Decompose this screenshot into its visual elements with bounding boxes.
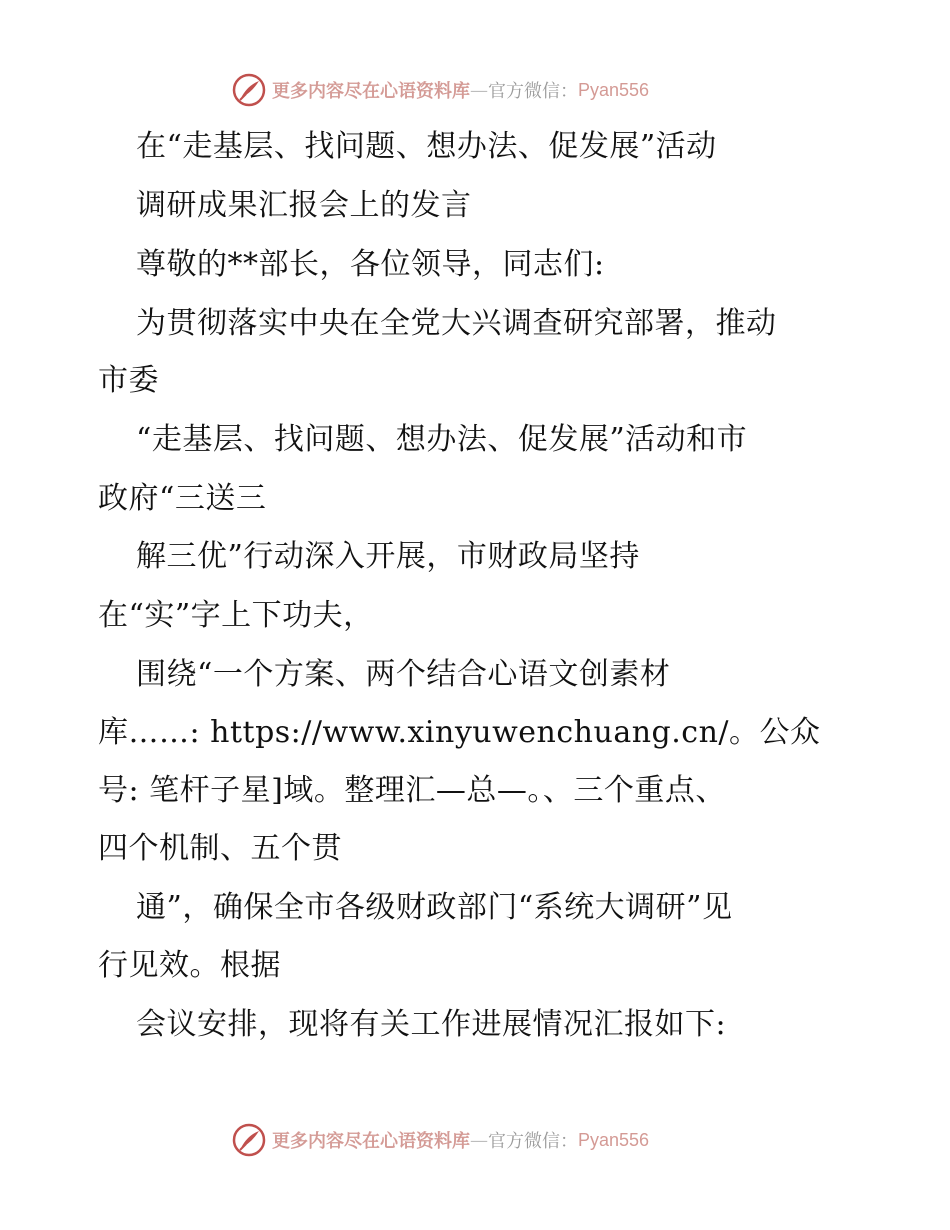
watermark-wechat-id: Pyan556 [578, 79, 650, 100]
body-line: 号: 笔杆子星]域。整理汇—总—。、三个重点、 [98, 773, 726, 808]
watermark-banner-top [232, 72, 712, 108]
body-line: 会议安排，现将有关工作进展情况汇报如下: [136, 1007, 727, 1042]
watermark-main-text: 更多内容尽在心语资料库 [272, 81, 470, 102]
watermark-sub-text: 官方微信： [488, 1131, 578, 1152]
watermark-main-text: 更多内容尽在心语资料库 [272, 1131, 470, 1152]
body-line: 解三优”行动深入开展，市财政局坚持 [136, 539, 640, 574]
title-line-2: 调研成果汇报会上的发言 [136, 188, 472, 223]
watermark-banner-bottom [232, 1122, 712, 1158]
watermark-sub-text: 官方微信： [488, 81, 578, 102]
watermark-separator: — [470, 1129, 488, 1151]
body-line: 行见效。根据 [98, 948, 281, 983]
body-line: “走基层、找问题、想办法、促发展”活动和市 [136, 422, 748, 457]
body-line: 在“实”字上下功夫， [98, 598, 374, 633]
feather-logo-icon [232, 73, 266, 107]
body-line: 市委 [98, 363, 159, 398]
body-line: 为贯彻落实中央在全党大兴调查研究部署，推动 [136, 306, 777, 341]
title-line-1: 在“走基层、找问题、想办法、促发展”活动 [136, 129, 717, 164]
body-line: 围绕“一个方案、两个结合心语文创素材 [136, 657, 671, 692]
salutation-line: 尊敬的**部长，各位领导，同志们: [136, 247, 605, 282]
body-line: 通”，确保全市各级财政部门“系统大调研”见 [136, 890, 733, 925]
body-line: 四个机制、五个贯 [98, 831, 342, 866]
watermark-separator: — [470, 79, 488, 101]
watermark-wechat-id: Pyan556 [578, 1129, 650, 1150]
body-line: 库……: https://www.xinyuwenchuang.cn/。公众 [98, 715, 821, 750]
body-line: 政府“三送三 [98, 481, 267, 516]
feather-logo-icon [232, 1123, 266, 1157]
